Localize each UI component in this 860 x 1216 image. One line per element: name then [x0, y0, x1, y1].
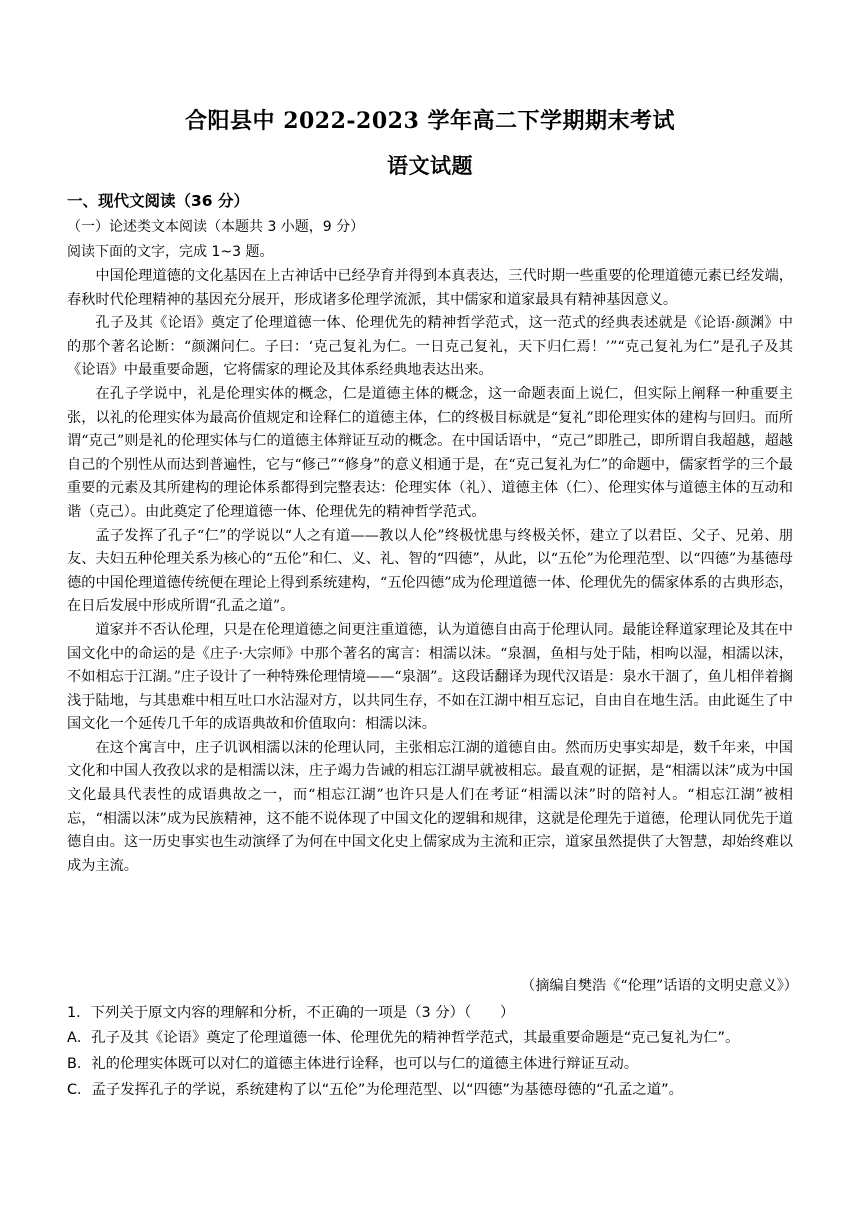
question-option-a: A．孔子及其《论语》奠定了伦理道德一体、伦理优先的精神哲学范式，其最重要命题是“克己复礼为仁”。	[67, 1030, 740, 1046]
reading-passage	[67, 265, 793, 878]
section-heading: 一、现代文阅读（36 分）	[67, 192, 249, 210]
passage-paragraph: 孔子及其《论语》奠定了伦理道德一体、伦理优先的精神哲学范式，这一范式的经典表述就是《论语·颜渊》中的那个著名论断：“颜渊问仁。子曰：‘克己复礼为仁。一日克己复礼，天下归仁焉！’”“克己复礼为仁”是孔子及其《论语》中最重要命题，它将儒家的理论及其体系经典地表达出来。	[67, 315, 793, 379]
reading-instruction: 阅读下面的文字，完成 1~3 题。	[67, 244, 274, 260]
exam-subtitle: 语文试题	[387, 153, 473, 178]
question-option-c: C．孟子发挥孔子的学说，系统建构了以“五伦”为伦理范型、以“四德”为基德母德的“孔孟之道”。	[67, 1082, 684, 1098]
passage-paragraph: 在孔子学说中，礼是伦理实体的概念，仁是道德主体的概念，这一命题表面上说仁，但实际上阐释一种重要主张，以礼的伦理实体为最高价值规定和诠释仁的道德主体，仁的终极目标就是“复礼”即伦理实体的建构与回归。而所谓“克己”则是礼的伦理实体与仁的道德主体辩证互动的概念。在中国话语中，“克己”即胜己，即所谓自我超越，超越自己的个别性从而达到普遍性，它与“修己”“修身”的意义相通于是，在“克己复礼为仁”的命题中，儒家哲学的三个最重要的元素及其所建构的理论体系都得到完整表达：伦理实体（礼）、道德主体（仁）、伦理实体与道德主体的互动和谐（克己）。由此奠定了伦理道德一体、伦理优先的精神哲学范式。	[67, 385, 793, 520]
passage-paragraph: 中国伦理道德的文化基因在上古神话中已经孕育并得到本真表达，三代时期一些重要的伦理道德元素已经发端，春秋时代伦理精神的基因充分展开，形成诸多伦理学流派，其中儒家和道家最具有精神基因意义。	[67, 268, 793, 308]
passage-source: （摘编自樊浩《“伦理”话语的文明史意义》）	[521, 978, 798, 994]
section-subheading: （一）论述类文本阅读（本题共 3 小题，9 分）	[67, 219, 365, 235]
question-option-b: B．礼的伦理实体既可以对仁的道德主体进行诠释，也可以与仁的道德主体进行辩证互动。	[67, 1056, 639, 1072]
passage-paragraph: 道家并不否认伦理，只是在伦理道德之间更注重道德，认为道德自由高于伦理认同。最能诠释道家理论及其在中国文化中的命运的是《庄子·大宗师》中那个著名的寓言：相濡以沫。“泉涸，鱼相与处于陆，相呴以湿，相濡以沫，不如相忘于江湖。”庄子设计了一种特殊伦理情境——“泉涸”。这段话翻译为现代汉语是：泉水干涸了，鱼儿相伴着搁浅于陆地，与其患难中相互吐口水沾湿对方，以共同生存，不如在江湖中相互忘记，自由自在地生活。由此诞生了中国文化一个延传几千年的成语典故和价值取向：相濡以沫。	[67, 621, 793, 733]
passage-paragraph: 孟子发挥了孔子“仁”的学说以“人之有道——教以人伦”终极忧患与终极关怀，建立了以君臣、父子、兄弟、朋友、夫妇五种伦理关系为核心的“五伦”和仁、义、礼、智的“四德”，从此，以“五伦”为伦理范型、以“四德”为基德母德的中国伦理道德传统便在理论上得到系统建构，“五伦四德”成为伦理道德一体、伦理优先的儒家体系的古典形态，在日后发展中形成所谓“孔孟之道”。	[67, 527, 793, 615]
question-stem: 1．下列关于原文内容的理解和分析，不正确的一项是（3 分）（ ）	[67, 1005, 515, 1021]
passage-paragraph: 在这个寓言中，庄子讥讽相濡以沫的伦理认同，主张相忘江湖的道德自由。然而历史事实却是，数千年来，中国文化和中国人孜孜以求的是相濡以沫，庄子竭力告诫的相忘江湖早就被相忘。最直观的证据，是“相濡以沫”成为中国文化最具代表性的成语典故之一，而“相忘江湖”也许只是人们在考证“相濡以沫”时的陪衬人。“相忘江湖”被相忘，“相濡以沫”成为民族精神，这不能不说体现了中国文化的逻辑和规律，这就是伦理先于道德，伦理认同优先于道德自由。这一历史事实也生动演绎了为何在中国文化史上儒家成为主流和正宗，道家虽然提供了大智慧，却始终难以成为主流。	[67, 739, 793, 874]
exam-title: 合阳县中 2022-2023 学年高二下学期期末考试	[185, 108, 675, 134]
